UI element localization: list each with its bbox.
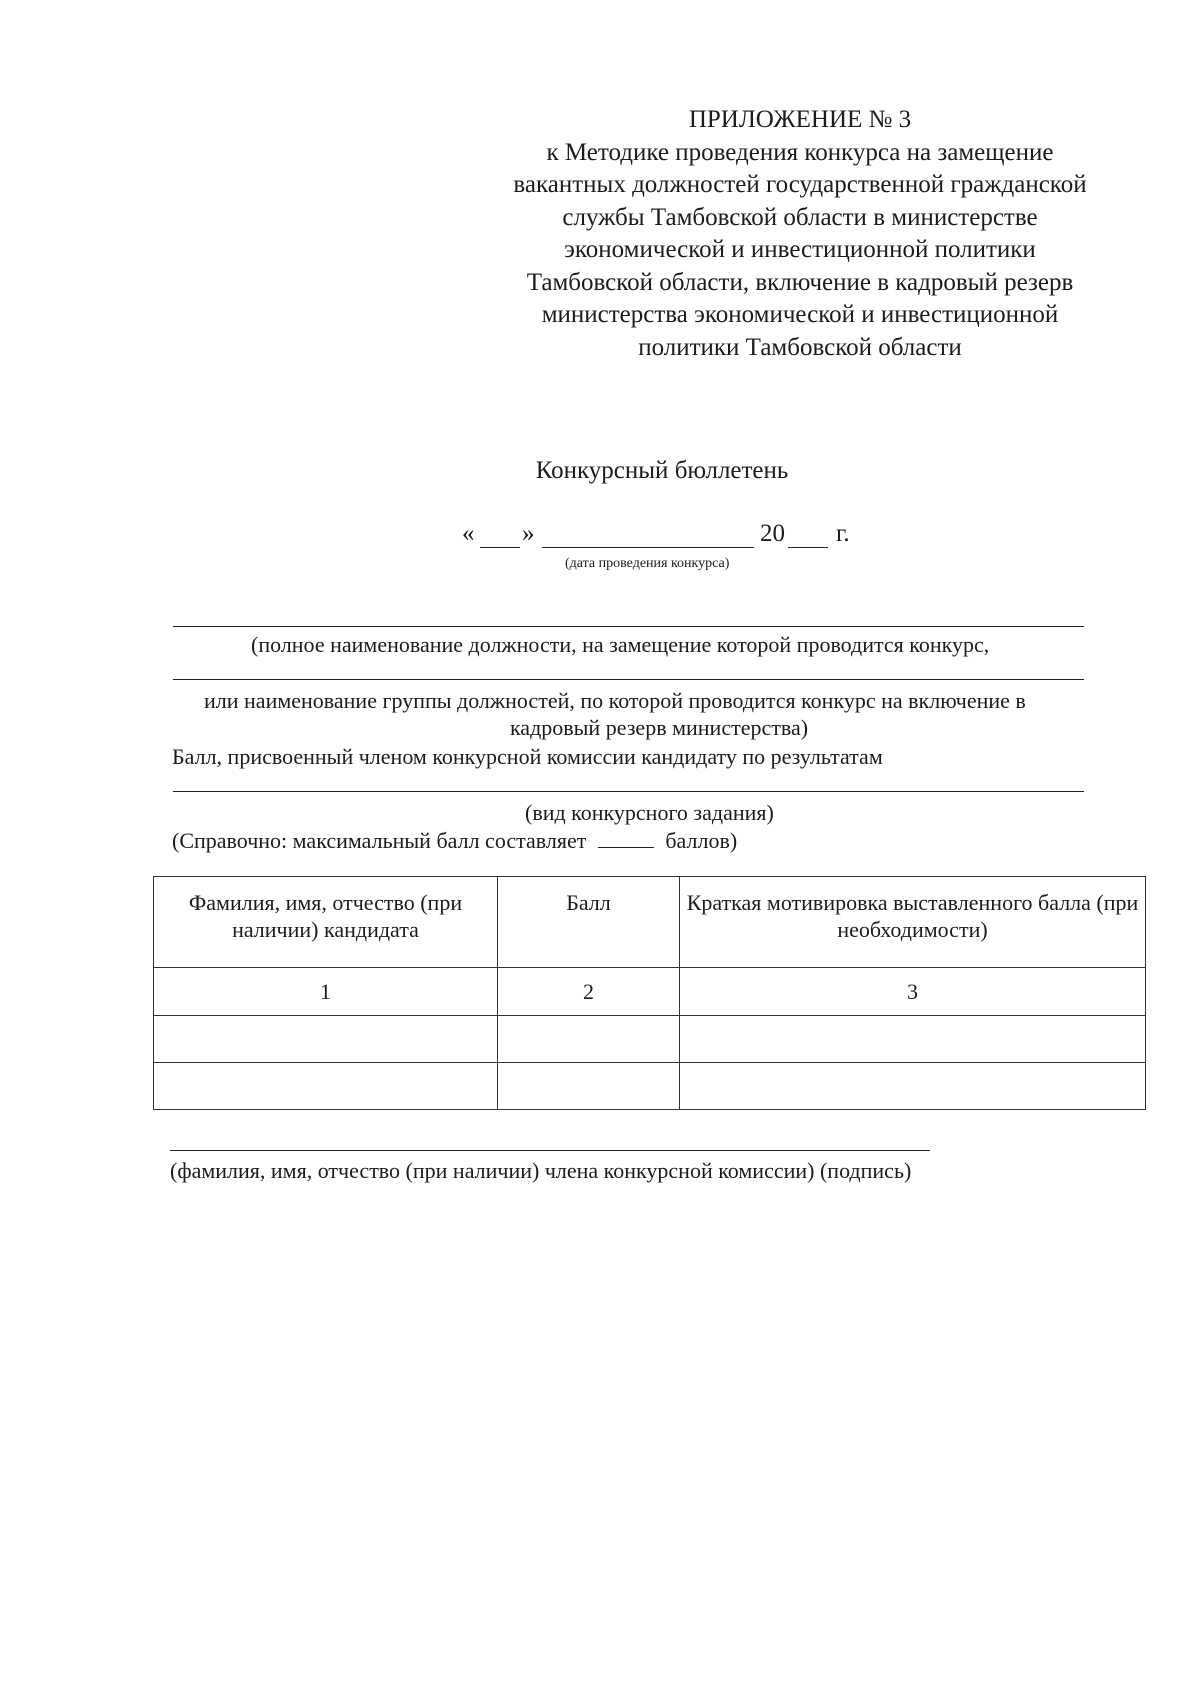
- header-score: Балл: [498, 877, 680, 968]
- position-caption: (полное наименование должности, на замещение которой проводится конкурс,: [251, 632, 990, 657]
- day-blank: [480, 525, 520, 548]
- candidate-name-cell[interactable]: [154, 1016, 498, 1063]
- signature-line: [170, 1150, 930, 1151]
- header-candidate-name: Фамилия, имя, отчество (при наличии) кандидата: [154, 877, 498, 968]
- position-group-line: [173, 679, 1084, 680]
- reserve-caption: кадровый резерв министерства): [509, 715, 809, 740]
- score-table: [153, 876, 1146, 1110]
- motivation-cell[interactable]: [680, 1063, 1146, 1110]
- task-line: [173, 791, 1084, 792]
- score-cell[interactable]: [498, 1016, 680, 1063]
- appendix-line: вакантных должностей государственной гражданской: [513, 171, 1087, 198]
- reference-suffix: баллов): [665, 828, 738, 853]
- max-score-blank: [598, 829, 654, 848]
- appendix-line: экономической и инвестиционной политики: [564, 236, 1036, 263]
- appendix-title: ПРИЛОЖЕНИЕ № 3: [688, 106, 912, 133]
- table-header-row: [154, 877, 1146, 968]
- position-group-caption: или наименование группы должностей, по которой проводится конкурс на включение в: [204, 688, 1026, 713]
- appendix-line: министерства экономической и инвестиционной: [541, 301, 1059, 328]
- appendix-line: политики Тамбовской области: [638, 333, 962, 361]
- reference-note: [172, 828, 737, 854]
- document-title: Конкурсный бюллетень: [535, 457, 789, 484]
- score-cell[interactable]: [498, 1063, 680, 1110]
- candidate-name-cell[interactable]: [154, 1063, 498, 1110]
- column-number: 2: [498, 968, 680, 1016]
- appendix-line: службы Тамбовской области в министерстве: [562, 203, 1038, 231]
- year-blank: [788, 525, 828, 548]
- year-suffix: г.: [836, 520, 850, 547]
- appendix-line: Тамбовской области, включение в кадровый резерв: [526, 268, 1074, 296]
- reference-prefix: (Справочно: максимальный балл составляет: [172, 828, 587, 853]
- score-statement: Балл, присвоенный членом конкурсной комиссии кандидату по результатам: [172, 744, 883, 769]
- date-caption: (дата проведения конкурса): [565, 556, 730, 571]
- appendix-line: к Методике проведения конкурса на замещение: [546, 138, 1054, 166]
- table-numbering-row: [154, 968, 1146, 1016]
- task-caption: (вид конкурсного задания): [525, 800, 774, 825]
- position-line: [173, 626, 1084, 627]
- appendix-header: [460, 104, 1140, 364]
- month-blank: [542, 525, 754, 548]
- year-prefix: 20: [760, 520, 785, 547]
- signature-caption: (фамилия, имя, отчество (при наличии) члена конкурсной комиссии) (подпись): [170, 1158, 912, 1183]
- motivation-cell[interactable]: [680, 1016, 1146, 1063]
- close-quote: »: [522, 520, 535, 547]
- open-quote: «: [462, 520, 475, 547]
- header-motivation: Краткая мотивировка выставленного балла (при необходимости): [680, 877, 1146, 968]
- column-number: 1: [154, 968, 498, 1016]
- table-row: [154, 1063, 1146, 1110]
- table-row: [154, 1016, 1146, 1063]
- column-number: 3: [680, 968, 1146, 1016]
